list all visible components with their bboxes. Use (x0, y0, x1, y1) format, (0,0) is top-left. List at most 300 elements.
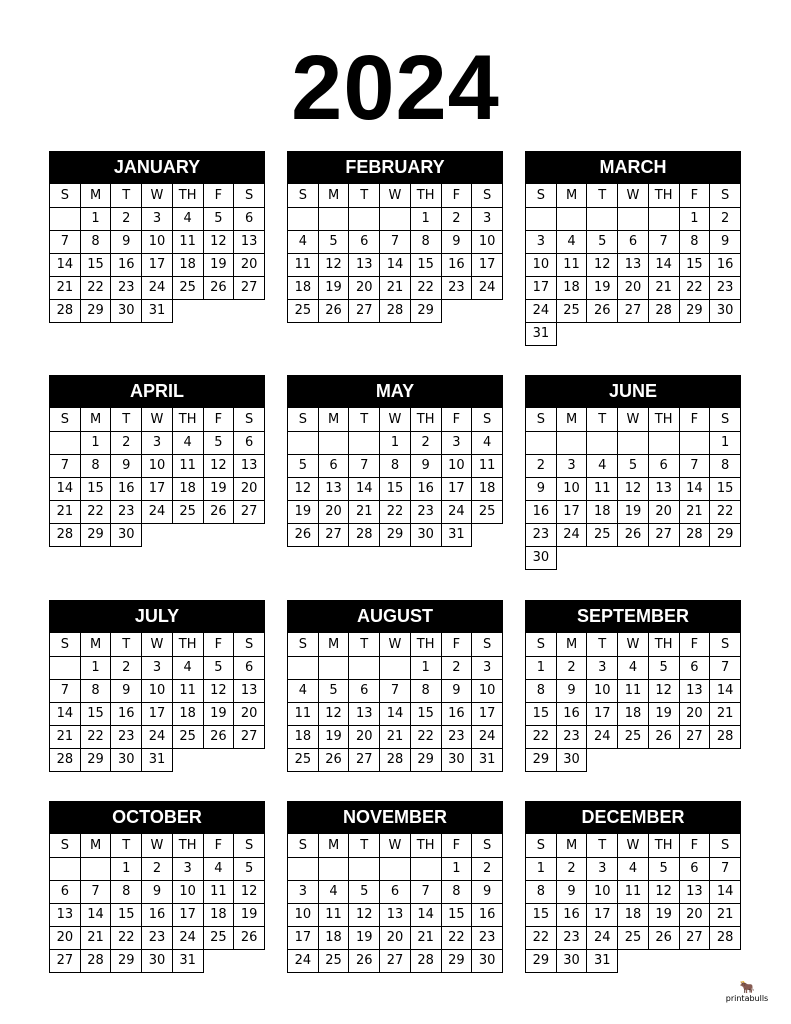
day-cell: 15 (526, 702, 557, 725)
day-cell: 25 (288, 299, 319, 322)
day-cell: 30 (111, 523, 142, 546)
day-cell: 12 (587, 253, 618, 276)
day-cell: 28 (410, 949, 441, 972)
day-cell: 9 (441, 230, 472, 253)
day-cell: 2 (410, 431, 441, 454)
weekday-label: S (526, 633, 557, 656)
day-cell: 13 (618, 253, 649, 276)
week-row (288, 454, 503, 477)
week-row (288, 253, 503, 276)
day-cell: 24 (142, 276, 173, 299)
day-cell: 26 (288, 523, 319, 546)
day-cell: 18 (618, 702, 649, 725)
weekday-row (288, 184, 503, 207)
week-row (288, 276, 503, 299)
day-cell: 10 (556, 477, 587, 500)
day-cell: 23 (111, 500, 142, 523)
day-cell: 15 (410, 253, 441, 276)
day-cell: 21 (80, 926, 111, 949)
week-row (288, 702, 503, 725)
day-cell: 30 (142, 949, 173, 972)
day-cell: 24 (587, 725, 618, 748)
day-cell (50, 431, 81, 454)
day-cell (679, 431, 710, 454)
day-cell: 13 (234, 454, 265, 477)
day-cell: 7 (380, 679, 411, 702)
week-row (50, 926, 265, 949)
day-cell (349, 431, 380, 454)
day-cell: 10 (172, 880, 203, 903)
day-cell: 9 (556, 679, 587, 702)
day-cell: 15 (380, 477, 411, 500)
day-cell: 21 (380, 725, 411, 748)
day-cell: 16 (441, 702, 472, 725)
day-cell: 8 (80, 454, 111, 477)
weekday-label: TH (648, 834, 679, 857)
day-cell: 17 (142, 702, 173, 725)
day-cell: 26 (203, 276, 234, 299)
month-table (525, 834, 741, 973)
weekday-row (50, 834, 265, 857)
month-table (525, 633, 741, 772)
day-cell: 31 (587, 949, 618, 972)
weekday-label: S (472, 408, 503, 431)
day-cell: 8 (111, 880, 142, 903)
weekday-label: T (111, 633, 142, 656)
day-cell: 22 (380, 500, 411, 523)
day-cell: 12 (318, 702, 349, 725)
day-cell: 9 (710, 230, 741, 253)
day-cell: 6 (234, 656, 265, 679)
day-cell: 10 (142, 230, 173, 253)
day-cell: 12 (203, 679, 234, 702)
day-cell: 24 (472, 725, 503, 748)
day-cell: 7 (410, 880, 441, 903)
day-cell: 2 (441, 656, 472, 679)
day-cell: 30 (472, 949, 503, 972)
day-cell: 22 (80, 276, 111, 299)
day-cell: 20 (234, 702, 265, 725)
day-cell: 3 (288, 880, 319, 903)
weekday-label: S (472, 633, 503, 656)
week-row (288, 500, 503, 523)
week-row (288, 207, 503, 230)
day-cell: 2 (111, 656, 142, 679)
day-cell: 19 (288, 500, 319, 523)
week-row (50, 299, 265, 322)
week-row (50, 679, 265, 702)
day-cell: 19 (349, 926, 380, 949)
week-row (526, 299, 741, 322)
week-row (526, 523, 741, 546)
day-cell: 5 (318, 230, 349, 253)
weekday-label: W (380, 184, 411, 207)
weekday-label: T (349, 408, 380, 431)
weekday-label: S (710, 633, 741, 656)
day-cell (380, 857, 411, 880)
day-cell: 8 (80, 230, 111, 253)
day-cell: 11 (556, 253, 587, 276)
month-november (287, 801, 503, 973)
day-cell: 1 (679, 207, 710, 230)
day-cell: 23 (410, 500, 441, 523)
day-cell: 24 (288, 949, 319, 972)
day-cell: 7 (80, 880, 111, 903)
day-cell: 13 (349, 253, 380, 276)
month-header: SEPTEMBER (525, 600, 741, 633)
day-cell: 13 (349, 702, 380, 725)
day-cell: 5 (648, 656, 679, 679)
day-cell: 28 (50, 299, 81, 322)
weekday-label: F (679, 633, 710, 656)
day-cell: 15 (80, 477, 111, 500)
day-cell: 3 (441, 431, 472, 454)
day-cell: 13 (234, 230, 265, 253)
day-cell: 12 (318, 253, 349, 276)
month-header: APRIL (49, 375, 265, 408)
day-cell: 20 (349, 725, 380, 748)
day-cell: 8 (80, 679, 111, 702)
day-cell: 6 (349, 230, 380, 253)
day-cell (526, 207, 557, 230)
day-cell: 25 (556, 299, 587, 322)
day-cell: 22 (410, 725, 441, 748)
week-row (288, 857, 503, 880)
month-june (525, 375, 741, 570)
weekday-label: M (318, 834, 349, 857)
weekday-row (526, 184, 741, 207)
day-cell: 27 (349, 299, 380, 322)
day-cell: 4 (472, 431, 503, 454)
day-cell: 27 (318, 523, 349, 546)
weekday-label: F (441, 633, 472, 656)
day-cell: 26 (618, 523, 649, 546)
day-cell: 31 (472, 748, 503, 771)
day-cell: 23 (441, 725, 472, 748)
day-cell: 15 (410, 702, 441, 725)
day-cell: 17 (526, 276, 557, 299)
day-cell: 15 (526, 903, 557, 926)
weekday-label: S (234, 408, 265, 431)
weekday-label: S (234, 633, 265, 656)
day-cell (349, 656, 380, 679)
day-cell: 14 (648, 253, 679, 276)
day-cell: 28 (50, 523, 81, 546)
day-cell: 17 (587, 702, 618, 725)
day-cell: 4 (318, 880, 349, 903)
month-header: JULY (49, 600, 265, 633)
day-cell: 20 (234, 253, 265, 276)
day-cell: 18 (172, 702, 203, 725)
day-cell: 4 (203, 857, 234, 880)
weekday-label: M (556, 184, 587, 207)
day-cell: 31 (142, 748, 173, 771)
day-cell: 12 (203, 230, 234, 253)
day-cell: 31 (172, 949, 203, 972)
month-october (49, 801, 265, 973)
day-cell: 18 (618, 903, 649, 926)
weekday-label: S (50, 184, 81, 207)
bulls-logo-icon: 🐂 (739, 980, 755, 994)
weekday-label: F (203, 408, 234, 431)
day-cell: 6 (234, 431, 265, 454)
day-cell: 29 (410, 299, 441, 322)
day-cell: 20 (318, 500, 349, 523)
day-cell: 6 (380, 880, 411, 903)
day-cell (50, 207, 81, 230)
day-cell: 29 (80, 523, 111, 546)
weekday-label: T (111, 408, 142, 431)
weekday-label: W (142, 834, 173, 857)
day-cell: 7 (50, 679, 81, 702)
day-cell: 29 (526, 949, 557, 972)
day-cell: 27 (234, 500, 265, 523)
weekday-label: TH (648, 184, 679, 207)
weekday-label: TH (648, 408, 679, 431)
day-cell: 29 (111, 949, 142, 972)
day-cell: 22 (410, 276, 441, 299)
weekday-label: W (142, 408, 173, 431)
day-cell: 7 (380, 230, 411, 253)
weekday-row (288, 408, 503, 431)
weekday-label: TH (172, 834, 203, 857)
day-cell (318, 207, 349, 230)
weekday-label: M (318, 184, 349, 207)
week-row (288, 679, 503, 702)
day-cell: 4 (288, 230, 319, 253)
day-cell: 16 (142, 903, 173, 926)
day-cell: 31 (441, 523, 472, 546)
day-cell: 3 (587, 857, 618, 880)
day-cell: 3 (472, 656, 503, 679)
weekday-row (526, 408, 741, 431)
day-cell: 22 (80, 500, 111, 523)
month-header: OCTOBER (49, 801, 265, 834)
day-cell (349, 207, 380, 230)
day-cell: 6 (679, 857, 710, 880)
day-cell: 9 (111, 454, 142, 477)
day-cell (50, 857, 81, 880)
week-row (526, 546, 741, 569)
day-cell: 21 (50, 725, 81, 748)
day-cell: 5 (203, 431, 234, 454)
day-cell: 23 (142, 926, 173, 949)
week-row (526, 477, 741, 500)
month-table (49, 408, 265, 547)
month-table (49, 633, 265, 772)
day-cell: 22 (441, 926, 472, 949)
weekday-label: S (234, 834, 265, 857)
day-cell: 1 (410, 207, 441, 230)
day-cell: 25 (203, 926, 234, 949)
day-cell: 19 (318, 276, 349, 299)
day-cell: 10 (472, 230, 503, 253)
day-cell: 17 (587, 903, 618, 926)
day-cell: 29 (679, 299, 710, 322)
brand-text: printabulls (725, 994, 769, 1003)
day-cell: 2 (556, 857, 587, 880)
day-cell: 26 (234, 926, 265, 949)
day-cell: 10 (587, 880, 618, 903)
day-cell: 30 (410, 523, 441, 546)
weekday-label: TH (172, 633, 203, 656)
weekday-label: F (441, 408, 472, 431)
day-cell (648, 431, 679, 454)
day-cell: 18 (288, 276, 319, 299)
day-cell: 28 (349, 523, 380, 546)
day-cell: 26 (648, 926, 679, 949)
weekday-label: S (234, 184, 265, 207)
day-cell: 11 (288, 253, 319, 276)
day-cell (618, 431, 649, 454)
day-cell: 22 (679, 276, 710, 299)
weekday-label: W (618, 184, 649, 207)
week-row (50, 748, 265, 771)
day-cell: 11 (587, 477, 618, 500)
day-cell: 2 (111, 207, 142, 230)
day-cell: 1 (80, 207, 111, 230)
day-cell: 18 (203, 903, 234, 926)
day-cell: 28 (50, 748, 81, 771)
day-cell: 8 (441, 880, 472, 903)
month-table (287, 633, 503, 772)
weekday-row (50, 408, 265, 431)
weekday-label: F (441, 184, 472, 207)
week-row (526, 857, 741, 880)
day-cell: 17 (472, 702, 503, 725)
day-cell: 27 (50, 949, 81, 972)
weekday-row (50, 633, 265, 656)
day-cell: 2 (556, 656, 587, 679)
weekday-label: S (50, 834, 81, 857)
day-cell: 17 (142, 477, 173, 500)
day-cell: 6 (618, 230, 649, 253)
day-cell: 3 (142, 431, 173, 454)
day-cell: 22 (526, 926, 557, 949)
day-cell: 10 (441, 454, 472, 477)
day-cell: 14 (380, 253, 411, 276)
weekday-row (526, 834, 741, 857)
weekday-label: M (318, 408, 349, 431)
day-cell: 27 (234, 276, 265, 299)
day-cell: 4 (587, 454, 618, 477)
day-cell: 13 (679, 880, 710, 903)
day-cell (318, 656, 349, 679)
day-cell: 30 (111, 299, 142, 322)
day-cell: 17 (172, 903, 203, 926)
day-cell: 26 (203, 500, 234, 523)
day-cell: 13 (380, 903, 411, 926)
week-row (288, 477, 503, 500)
weekday-label: M (80, 184, 111, 207)
month-january (49, 151, 265, 323)
week-row (288, 656, 503, 679)
weekday-label: T (111, 184, 142, 207)
day-cell: 11 (203, 880, 234, 903)
day-cell: 16 (111, 253, 142, 276)
weekday-label: F (203, 834, 234, 857)
weekday-row (526, 633, 741, 656)
weekday-label: M (80, 408, 111, 431)
day-cell: 29 (80, 299, 111, 322)
day-cell: 7 (648, 230, 679, 253)
weekday-label: W (618, 834, 649, 857)
day-cell (556, 431, 587, 454)
day-cell: 16 (441, 253, 472, 276)
day-cell: 11 (618, 679, 649, 702)
day-cell: 20 (234, 477, 265, 500)
day-cell: 14 (50, 477, 81, 500)
weekday-label: M (556, 633, 587, 656)
day-cell: 22 (710, 500, 741, 523)
day-cell: 21 (710, 903, 741, 926)
weekday-label: W (142, 184, 173, 207)
day-cell: 2 (111, 431, 142, 454)
day-cell: 7 (710, 857, 741, 880)
day-cell: 5 (587, 230, 618, 253)
weekday-label: T (587, 633, 618, 656)
day-cell: 20 (648, 500, 679, 523)
day-cell: 25 (172, 500, 203, 523)
day-cell: 29 (526, 748, 557, 771)
day-cell: 27 (679, 926, 710, 949)
day-cell: 22 (111, 926, 142, 949)
day-cell: 19 (318, 725, 349, 748)
day-cell: 4 (618, 656, 649, 679)
day-cell: 26 (587, 299, 618, 322)
week-row (50, 276, 265, 299)
week-row (50, 500, 265, 523)
day-cell: 15 (441, 903, 472, 926)
week-row (50, 880, 265, 903)
day-cell: 25 (587, 523, 618, 546)
day-cell (288, 857, 319, 880)
day-cell: 23 (556, 926, 587, 949)
day-cell: 8 (526, 679, 557, 702)
day-cell: 10 (142, 454, 173, 477)
weekday-label: M (80, 834, 111, 857)
day-cell: 6 (50, 880, 81, 903)
day-cell: 25 (318, 949, 349, 972)
weekday-label: S (526, 834, 557, 857)
day-cell: 15 (111, 903, 142, 926)
weekday-label: F (441, 834, 472, 857)
weekday-label: TH (410, 633, 441, 656)
day-cell: 6 (648, 454, 679, 477)
day-cell: 13 (50, 903, 81, 926)
day-cell: 21 (648, 276, 679, 299)
day-cell: 12 (234, 880, 265, 903)
weekday-label: T (349, 834, 380, 857)
day-cell: 20 (349, 276, 380, 299)
day-cell: 20 (618, 276, 649, 299)
weekday-label: S (526, 184, 557, 207)
week-row (50, 702, 265, 725)
day-cell: 9 (111, 230, 142, 253)
day-cell (288, 207, 319, 230)
day-cell: 21 (380, 276, 411, 299)
week-row (288, 299, 503, 322)
day-cell: 14 (410, 903, 441, 926)
day-cell: 19 (587, 276, 618, 299)
day-cell: 25 (172, 725, 203, 748)
day-cell: 29 (710, 523, 741, 546)
day-cell: 9 (441, 679, 472, 702)
day-cell: 9 (472, 880, 503, 903)
day-cell: 14 (679, 477, 710, 500)
day-cell (349, 857, 380, 880)
month-header: DECEMBER (525, 801, 741, 834)
